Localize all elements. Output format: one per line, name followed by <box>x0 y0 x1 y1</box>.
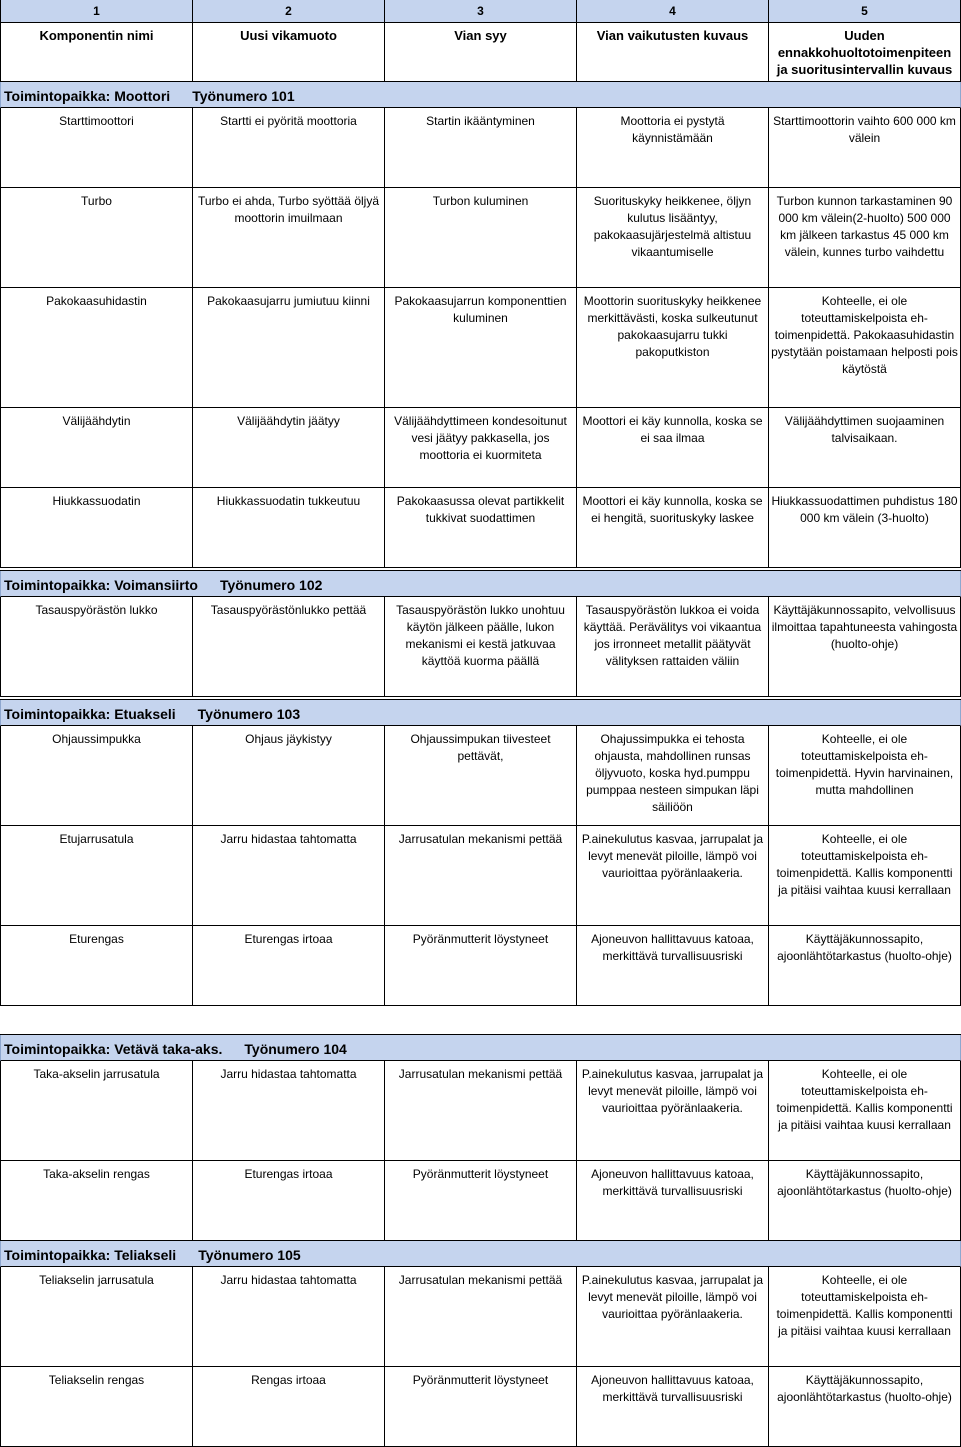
failure-effect-cell: Ajoneuvon hallittavuus katoaa, merkittävä turvallisuusriski <box>577 1161 769 1241</box>
maintenance-action-cell: Hiukkassuodattimen puhdistus 180 000 km välein (3-huolto) <box>769 488 961 568</box>
failure-mode-cell: Tasauspyörästönlukko pettää <box>193 597 385 697</box>
section-job-number: Työnumero 102 <box>219 577 323 593</box>
section-location: Toimintopaikka: Voimansiirto <box>4 577 198 593</box>
failure-cause-cell: Välijäähdyttimeen kondesoitunut vesi jäätyy pakkasella, jos moottoria ei kuormiteta <box>385 408 577 488</box>
failure-mode-cell: Startti ei pyöritä moottoria <box>193 108 385 188</box>
header-row <box>0 23 961 82</box>
section-header <box>0 1241 961 1267</box>
maintenance-action-cell: Kohteelle, ei ole toteuttamiskelpoista eh-toimenpidettä. Kallis komponentti ja pitäisi vaihtaa kuusi kerrallaan <box>769 826 961 926</box>
component-name-cell: Etujarrusatula <box>0 826 193 926</box>
failure-effect-cell: P.ainekulutus kasvaa, jarrupalat ja levyt menevät piloille, lämpö voi vaurioittaa pyöränlaakeria. <box>577 1267 769 1367</box>
failure-effect-cell: Ohajussimpukka ei tehosta ohjausta, mahdollinen runsas öljyvuoto, koska hyd.pumppu pumppaa nesteen simpukan läpi säiliöön <box>577 726 769 826</box>
section-job-number: Työnumero 105 <box>198 1247 301 1263</box>
column-number: 1 <box>0 0 193 23</box>
maintenance-action-cell: Kohteelle, ei ole toteuttamiskelpoista eh-toimenpidettä. Hyvin harvinainen, mutta mahdollinen <box>769 726 961 826</box>
failure-mode-cell: Eturengas irtoaa <box>193 926 385 1006</box>
section-job-number: Työnumero 101 <box>192 88 295 104</box>
component-name-cell: Taka-akselin jarrusatula <box>0 1061 193 1161</box>
failure-cause-cell: Pyöränmutterit löystyneet <box>385 1367 577 1447</box>
component-name-cell: Välijäähdytin <box>0 408 193 488</box>
header-failure-effect: Vian vaikutusten kuvaus <box>577 23 769 82</box>
component-name-cell: Eturengas <box>0 926 193 1006</box>
failure-cause-cell: Jarrusatulan mekanismi pettää <box>385 1267 577 1367</box>
maintenance-action-cell: Kohteelle, ei ole toteuttamiskelpoista eh-toimenpidettä. Pakokaasuhidastin pystytään poistamaan helposti pois käytöstä <box>769 288 961 408</box>
section-header <box>0 700 961 726</box>
maintenance-action-cell: Käyttäjäkunnossapito, ajoonlähtötarkastus (huolto-ohje) <box>769 926 961 1006</box>
maintenance-action-cell: Kohteelle, ei ole toteuttamiskelpoista eh-toimenpidettä. Kallis komponentti ja pitäisi vaihtaa kuusi kerrallaan <box>769 1267 961 1367</box>
failure-mode-cell: Eturengas irtoaa <box>193 1161 385 1241</box>
failure-cause-cell: Pakokaasujarrun komponenttien kuluminen <box>385 288 577 408</box>
failure-cause-cell: Ohjaussimpukan tiivesteet pettävät, <box>385 726 577 826</box>
table-row <box>0 188 961 288</box>
failure-cause-cell: Pyöränmutterit löystyneet <box>385 1161 577 1241</box>
maintenance-action-cell: Välijäähdyttimen suojaaminen talvisaikaan. <box>769 408 961 488</box>
failure-mode-cell: Pakokaasujarru jumiutuu kiinni <box>193 288 385 408</box>
failure-effect-cell: Suorituskyky heikkenee, öljyn kulutus lisääntyy, pakokaasujärjestelmä altistuu vikaantumiselle <box>577 188 769 288</box>
failure-effect-cell: Moottoria ei pystytä käynnistämään <box>577 108 769 188</box>
component-name-cell: Teliakselin jarrusatula <box>0 1267 193 1367</box>
table-row <box>0 108 961 188</box>
column-number: 5 <box>769 0 961 23</box>
section-job-number: Työnumero 104 <box>244 1041 347 1057</box>
failure-effect-cell: Tasauspyörästön lukkoa ei voida käyttää. Perävälitys voi vikaantua jos irronneet metallit päätyvät välityksen rattaiden väliin <box>577 597 769 697</box>
column-number: 4 <box>577 0 769 23</box>
header-maintenance-action: Uuden ennakkohuoltotoimenpiteen ja suoritusintervallin kuvaus <box>769 23 961 82</box>
failure-cause-cell: Pyöränmutterit löystyneet <box>385 926 577 1006</box>
component-name-cell: Starttimoottori <box>0 108 193 188</box>
table-row <box>0 408 961 488</box>
section-location: Toimintopaikka: Teliakseli <box>4 1247 177 1263</box>
failure-effect-cell: P.ainekulutus kasvaa, jarrupalat ja levyt menevät piloille, lämpö voi vaurioittaa pyöränlaakeria. <box>577 826 769 926</box>
column-number: 2 <box>193 0 385 23</box>
section-location: Toimintopaikka: Vetävä taka-aks. <box>4 1041 223 1057</box>
maintenance-action-cell: Käyttäjäkunnossapito, ajoonlähtötarkastus (huolto-ohje) <box>769 1367 961 1447</box>
failure-mode-cell: Jarru hidastaa tahtomatta <box>193 1267 385 1367</box>
table-row <box>0 488 961 568</box>
component-name-cell: Taka-akselin rengas <box>0 1161 193 1241</box>
component-name-cell: Teliakselin rengas <box>0 1367 193 1447</box>
header-component-name: Komponentin nimi <box>0 23 193 82</box>
failure-cause-cell: Jarrusatulan mekanismi pettää <box>385 826 577 926</box>
section-header <box>0 82 961 108</box>
component-name-cell: Pakokaasuhidastin <box>0 288 193 408</box>
table-row <box>0 926 961 1006</box>
failure-effect-cell: Moottorin suorituskyky heikkenee merkittävästi, koska sulkeutunut pakokaasujarru tukki pakoputkiston <box>577 288 769 408</box>
maintenance-action-cell: Kohteelle, ei ole toteuttamiskelpoista eh-toimenpidettä. Kallis komponentti ja pitäisi vaihtaa kuusi kerrallaan <box>769 1061 961 1161</box>
section-header <box>0 571 961 597</box>
failure-effect-cell: Moottori ei käy kunnolla, koska se ei hengitä, suorituskyky laskee <box>577 488 769 568</box>
section-job-number: Työnumero 103 <box>197 706 301 722</box>
table-row <box>0 1061 961 1161</box>
component-name-cell: Ohjaussimpukka <box>0 726 193 826</box>
column-number-row <box>0 0 961 23</box>
component-name-cell: Turbo <box>0 188 193 288</box>
failure-mode-cell: Jarru hidastaa tahtomatta <box>193 1061 385 1161</box>
component-name-cell: Tasauspyörästön lukko <box>0 597 193 697</box>
failure-mode-cell: Välijäähdytin jäätyy <box>193 408 385 488</box>
table-row <box>0 1267 961 1367</box>
table-row <box>0 288 961 408</box>
failure-effect-cell: Ajoneuvon hallittavuus katoaa, merkittävä turvallisuusriski <box>577 1367 769 1447</box>
failure-mode-cell: Rengas irtoaa <box>193 1367 385 1447</box>
section-gap <box>0 1006 961 1035</box>
column-number: 3 <box>385 0 577 23</box>
failure-cause-cell: Tasauspyörästön lukko unohtuu käytön jälkeen päälle, lukon mekanismi ei kestä jatkuvaa käyttöä kuorma päällä <box>385 597 577 697</box>
failure-effect-cell: Moottori ei käy kunnolla, koska se ei saa ilmaa <box>577 408 769 488</box>
failure-effect-cell: P.ainekulutus kasvaa, jarrupalat ja levyt menevät piloille, lämpö voi vaurioittaa pyöränlaakeria. <box>577 1061 769 1161</box>
header-failure-mode: Uusi vikamuoto <box>193 23 385 82</box>
table-row <box>0 1367 961 1447</box>
component-name-cell: Hiukkassuodatin <box>0 488 193 568</box>
maintenance-action-cell: Turbon kunnon tarkastaminen 90 000 km välein(2-huolto) 500 000 km jälkeen tarkastus 45 000 km välein, kunnes turbo vaihdettu <box>769 188 961 288</box>
maintenance-action-cell: Käyttäjäkunnossapito, velvollisuus ilmoittaa tapahtuneesta vahingosta (huolto-ohje) <box>769 597 961 697</box>
maintenance-action-cell: Starttimoottorin vaihto 600 000 km välein <box>769 108 961 188</box>
section-location: Toimintopaikka: Etuakseli <box>4 706 176 722</box>
section-location: Toimintopaikka: Moottori <box>4 88 171 104</box>
failure-mode-cell: Jarru hidastaa tahtomatta <box>193 826 385 926</box>
failure-cause-cell: Pakokaasussa olevat partikkelit tukkivat suodattimen <box>385 488 577 568</box>
section-header <box>0 1035 961 1061</box>
failure-effect-cell: Ajoneuvon hallittavuus katoaa, merkittävä turvallisuusriski <box>577 926 769 1006</box>
table-row <box>0 726 961 826</box>
table-row <box>0 597 961 697</box>
table-row <box>0 1161 961 1241</box>
failure-cause-cell: Jarrusatulan mekanismi pettää <box>385 1061 577 1161</box>
failure-cause-cell: Startin ikääntyminen <box>385 108 577 188</box>
failure-cause-cell: Turbon kuluminen <box>385 188 577 288</box>
table-row <box>0 826 961 926</box>
maintenance-action-cell: Käyttäjäkunnossapito, ajoonlähtötarkastus (huolto-ohje) <box>769 1161 961 1241</box>
failure-mode-cell: Turbo ei ahda, Turbo syöttää öljyä moottorin imuilmaan <box>193 188 385 288</box>
failure-mode-cell: Hiukkassuodatin tukkeutuu <box>193 488 385 568</box>
header-failure-cause: Vian syy <box>385 23 577 82</box>
failure-mode-cell: Ohjaus jäykistyy <box>193 726 385 826</box>
